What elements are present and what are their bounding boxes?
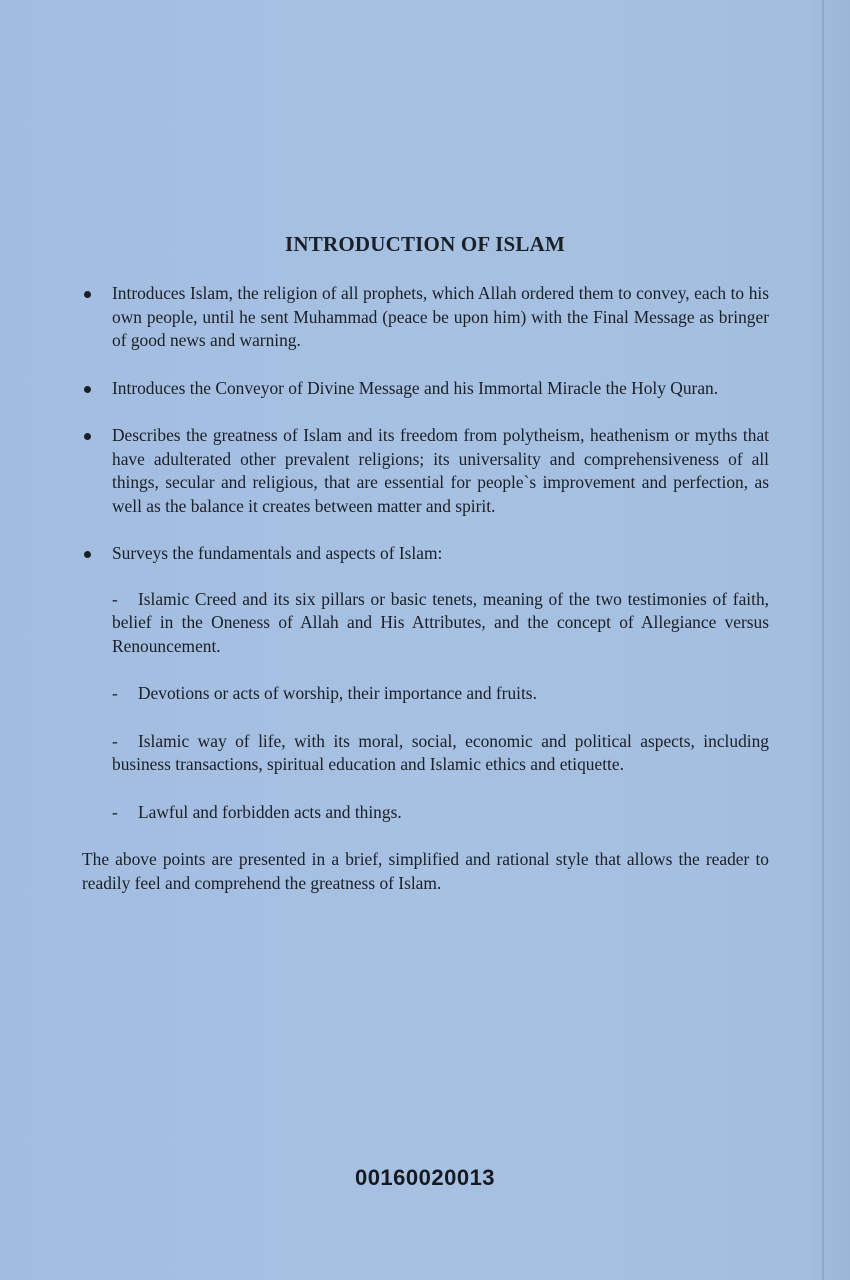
bullet-icon [84,433,91,440]
sub-point-text: Islamic way of life, with its moral, social, economic and political aspects, including business transactions, spiritual education and Islamic ethics and etiquette. [112,730,769,774]
bullet-icon [84,386,91,393]
sub-point [82,730,769,777]
sub-point [82,801,769,825]
sub-point-text: Devotions or acts of worship, their importance and fruits. [138,683,537,703]
bullet-text: Surveys the fundamentals and aspects of Islam: [112,543,443,563]
bullet-text: Introduces Islam, the religion of all prophets, which Allah ordered them to convey, each to his own people, until he sent Muhammad (peace be upon him) with the Final Message as bringer of good news and warning. [112,283,769,350]
bullet-item [82,377,769,401]
bullet-item [82,542,769,566]
product-code: 00160020013 [354,1165,496,1190]
bullet-item [82,282,769,353]
cover-text-body [82,282,769,895]
sub-point [82,682,769,706]
dash-marker: - [112,683,118,703]
bullet-icon [84,291,91,298]
dash-marker: - [112,730,118,751]
sub-point-text: Islamic Creed and its six pillars or basic tenets, meaning of the two testimonies of faith, belief in the Oneness of Allah and His Attributes, and the concept of Allegiance versus Renouncement. [112,588,769,656]
spine-edge [822,0,824,1280]
bullet-text: Introduces the Conveyor of Divine Message and his Immortal Miracle the Holy Quran. [112,377,719,398]
page-title: INTRODUCTION OF ISLAM [285,232,565,256]
dash-marker: - [112,588,118,609]
sub-point [82,588,769,659]
bullet-icon [84,551,91,558]
bullet-item [82,424,769,518]
dash-marker: - [112,801,118,822]
bullet-text: Describes the greatness of Islam and its freedom from polytheism, heathenism or myths that have adulterated other prevalent religions; its universality and comprehensiveness of all things, secular and religious, that are essential for people`s improvement and perfection, as well as the balance it creates between matter and spirit. [112,425,769,516]
sub-point-text: Lawful and forbidden acts and things. [138,801,402,822]
closing-paragraph: The above points are presented in a brief, simplified and rational style that allows the reader to readily feel and comprehend the greatness of Islam. [82,849,769,893]
